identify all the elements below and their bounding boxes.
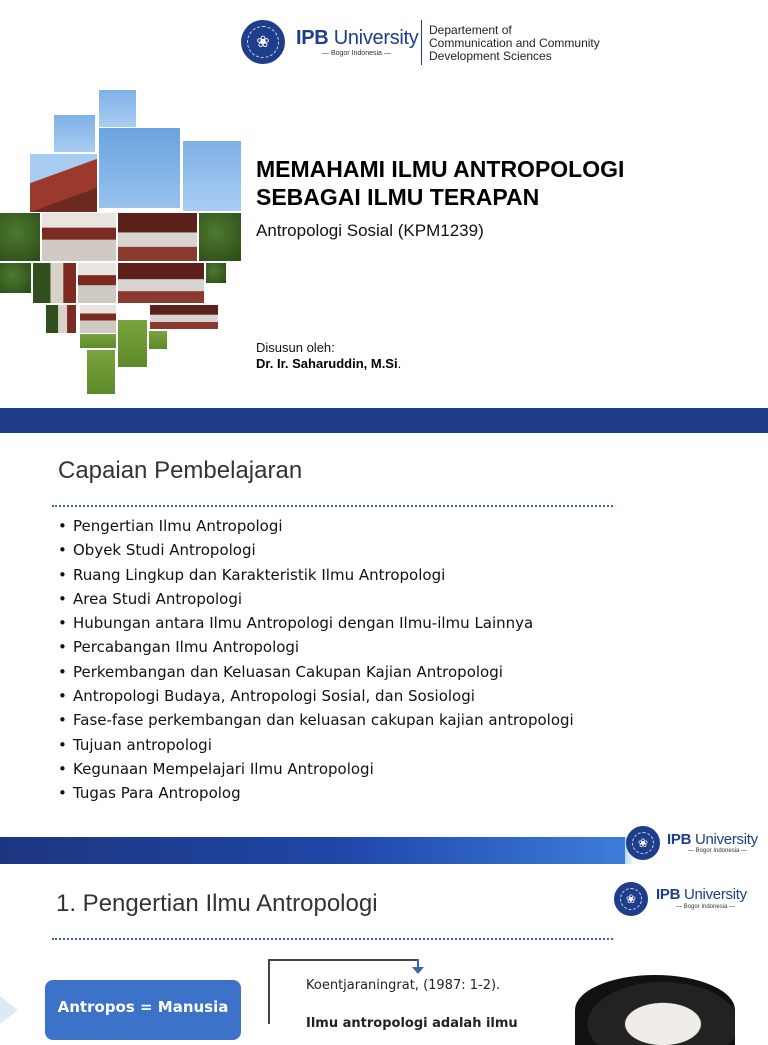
learning-outcomes-title: Capaian Pembelajaran [58, 457, 303, 484]
list-item: • Ruang Lingkup dan Karakteristik Ilmu Antropologi [58, 563, 574, 587]
course-subtitle: Antropologi Sosial (KPM1239) [256, 221, 484, 240]
photo-tile [33, 263, 76, 303]
photo-tile [78, 263, 116, 303]
photo-tile [99, 90, 136, 127]
list-item: • Antropologi Budaya, Antropologi Sosial, dan Sosiologi [58, 684, 574, 708]
photo-tile [99, 128, 180, 208]
list-item: • Kegunaan Mempelajari Ilmu Antropologi [58, 757, 574, 781]
photo-tile [80, 305, 116, 333]
header-divider [421, 20, 422, 65]
photo-tile [183, 141, 241, 211]
list-item: • Tugas Para Antropolog [58, 781, 574, 805]
list-item: • Perkembangan dan Keluasan Cakupan Kajian Antropologi [58, 660, 574, 684]
learning-outcomes-list [58, 514, 574, 806]
portrait-photo [575, 975, 735, 1045]
title-underline [52, 938, 613, 940]
ipb-seal-icon [626, 826, 660, 860]
photo-tile [0, 263, 31, 293]
slide-footer-bar [0, 837, 625, 864]
arrow-down-icon [412, 967, 424, 974]
brand-subtitle: — Bogor Indonesia — [688, 848, 748, 854]
connector-line [268, 959, 270, 1024]
list-item: • Hubungan antara Ilmu Antropologi dengan Ilmu-ilmu Lainnya [58, 611, 574, 635]
list-item: • Area Studi Antropologi [58, 587, 574, 611]
photo-tile [87, 350, 115, 394]
ipb-seal-icon [241, 20, 285, 64]
decorative-arrow-shape [0, 996, 18, 1024]
department-name: Departement of Communication and Community Development Sciences [429, 23, 600, 63]
title-slide [0, 0, 768, 408]
author-name: Dr. Ir. Saharuddin, M.Si. [256, 356, 402, 371]
photo-tile [30, 154, 97, 212]
definition-box: Antropos = Manusia [45, 980, 241, 1040]
list-item: • Tujuan antropologi [58, 733, 574, 757]
list-item: • Fase-fase perkembangan dan keluasan cakupan kajian antropologi [58, 708, 574, 732]
citation-text: Koentjaraningrat, (1987: 1-2). [306, 978, 501, 993]
connector-line [268, 959, 418, 961]
photo-tile [118, 320, 147, 367]
photo-tile [199, 213, 241, 261]
definition-text: Ilmu antropologi adalah ilmu [306, 1016, 518, 1031]
photo-tile [149, 331, 167, 349]
section-title: 1. Pengertian Ilmu Antropologi [56, 890, 378, 917]
brand-name: IPB University [656, 886, 747, 903]
seal-emblem-icon: ❀ [256, 32, 270, 51]
brand-subtitle: — Bogor Indonesia — [676, 904, 736, 910]
photo-tile [42, 213, 116, 261]
presentation-title: MEMAHAMI ILMU ANTROPOLOGI SEBAGAI ILMU TERAPAN [256, 156, 625, 210]
brand-name: IPB University [667, 831, 758, 848]
title-underline [52, 505, 613, 507]
slide-separator-band [0, 408, 768, 433]
list-item: • Pengertian Ilmu Antropologi [58, 514, 574, 538]
seal-emblem-icon: ❀ [637, 836, 649, 850]
photo-tile [118, 213, 197, 261]
author-label: Disusun oleh: [256, 340, 335, 355]
ipb-seal-icon [614, 882, 648, 916]
photo-tile [150, 305, 218, 329]
list-item: • Obyek Studi Antropologi [58, 538, 574, 562]
photo-tile [54, 115, 95, 152]
photo-tile [46, 305, 76, 333]
brand-name: IPB University [296, 27, 419, 49]
photo-tile [80, 334, 116, 348]
photo-tile [206, 263, 226, 283]
brand-subtitle: — Bogor Indonesia — [322, 50, 391, 57]
photo-tile [0, 213, 40, 261]
photo-tile [118, 263, 204, 303]
list-item: • Percabangan Ilmu Antropologi [58, 635, 574, 659]
seal-emblem-icon: ❀ [625, 892, 637, 906]
